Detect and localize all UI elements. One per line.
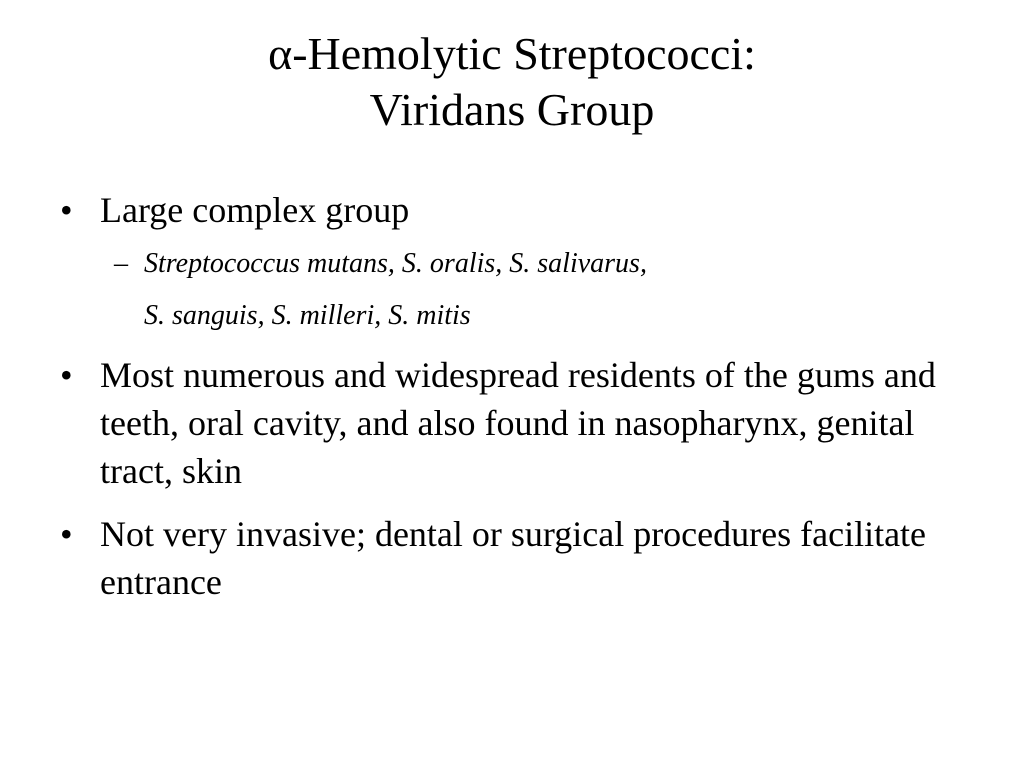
slide-title-line-2: Viridans Group — [369, 84, 655, 135]
sub-bullet-item-1-continued — [144, 300, 1004, 332]
bullet-marker: • — [60, 190, 73, 230]
sub-bullet-item-1 — [114, 248, 1004, 280]
bullet-item-3 — [60, 510, 990, 606]
bullet-item-2 — [60, 351, 990, 495]
sub-bullet-text-line-1: Streptococcus mutans, S. oralis, S. salivarus, — [144, 248, 647, 279]
bullet-item-1 — [60, 186, 990, 234]
sub-bullet-marker: – — [114, 248, 128, 279]
slide-title-line-1: α-Hemolytic Streptococci: — [268, 28, 756, 79]
bullet-marker: • — [60, 514, 73, 554]
bullet-marker: • — [60, 355, 73, 395]
bullet-text: Not very invasive; dental or surgical procedures facilitate entrance — [100, 514, 927, 602]
sub-bullet-text-line-2: S. sanguis, S. milleri, S. mitis — [144, 300, 471, 331]
bullet-text: Large complex group — [100, 190, 410, 230]
bullet-text: Most numerous and widespread residents of the gums and teeth, oral cavity, and also found in nasopharynx, genital tract, skin — [100, 355, 936, 491]
